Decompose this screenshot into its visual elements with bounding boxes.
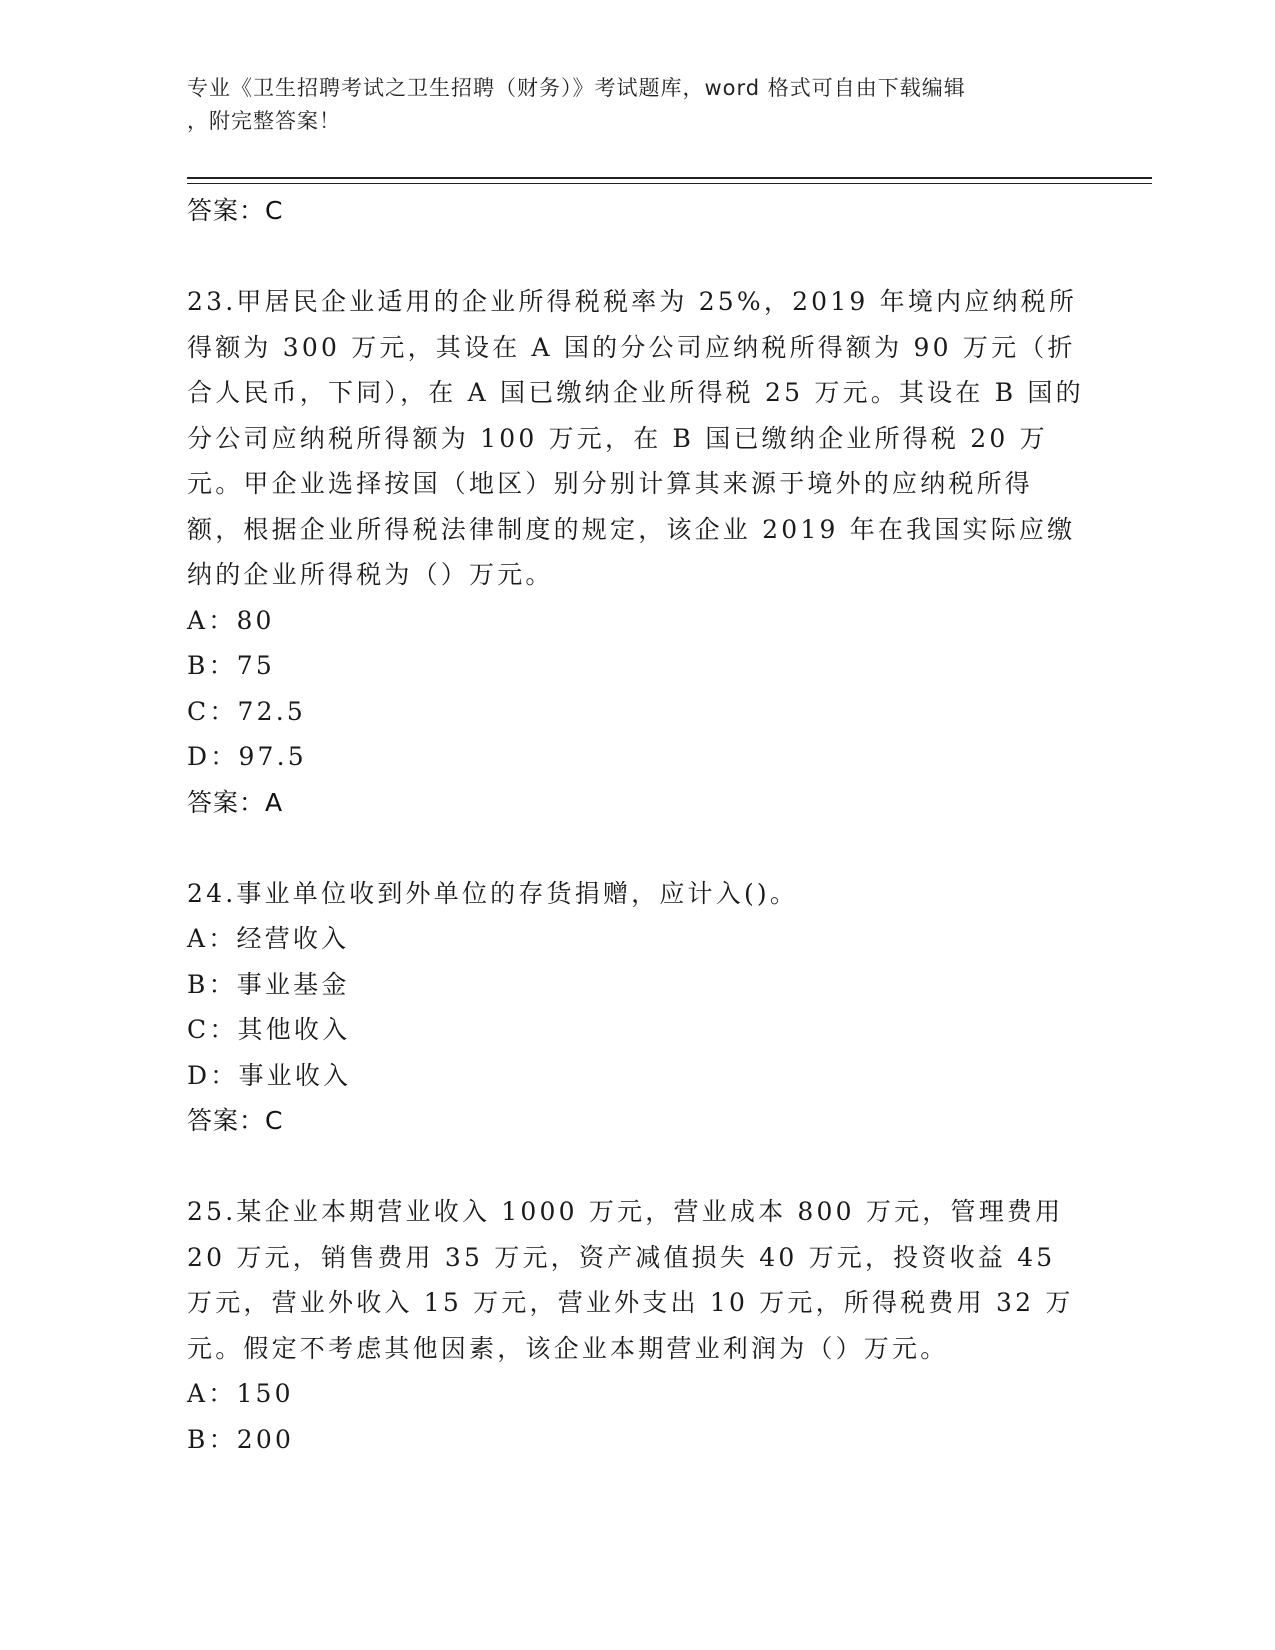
question-24-option-c: C：其他收入 [187, 1015, 351, 1044]
header-line-1: 专业《卫生招聘考试之卫生招聘（财务）》考试题库，word 格式可自由下载编辑 [187, 76, 966, 100]
question-25-option-a: A：150 [187, 1379, 294, 1408]
question-24-option-b: B：事业基金 [187, 969, 350, 999]
document-header [187, 72, 1087, 138]
header-line-2: ，附完整答案！ [187, 109, 341, 133]
header-divider-thin [187, 183, 1152, 184]
question-23-option-c: C：72.5 [187, 696, 306, 726]
question-24 [187, 871, 1087, 1144]
question-24-option-d: D：事业收入 [187, 1060, 352, 1090]
question-24-text: 24.事业单位收到外单位的存货捐赠，应计入()。 [187, 878, 799, 908]
question-23-option-a: A：80 [187, 605, 275, 635]
question-25 [187, 1189, 1087, 1462]
question-23-option-d: D：97.5 [187, 742, 307, 771]
question-23-option-b: B：75 [187, 651, 275, 680]
question-25-option-b: B：200 [187, 1424, 295, 1454]
header-divider-thick [187, 177, 1152, 179]
question-25-text: 25.某企业本期营业收入 1000 万元，营业成本 800 万元，管理费用 20 万元，销售费用 35 万元，资产减值损失 40 万元，投资收益 45 万元，营业外收入 15 万元，营业外支出 10 万元，所得税费用 32 万元。假定不考虑其他因素，该企业本期营业利润为（）万元。 [187, 1197, 1074, 1363]
question-24-answer: 答案：C [187, 1106, 284, 1135]
question-23-answer: 答案：A [187, 787, 284, 817]
answer-q22: 答案：C [187, 196, 284, 225]
question-23 [187, 279, 1087, 825]
question-24-option-a: A：经营收入 [187, 924, 350, 953]
document-body [187, 188, 1087, 1462]
question-23-text: 23.甲居民企业适用的企业所得税税率为 25%，2019 年境内应纳税所得额为 300 万元，其设在 A 国的分公司应纳税所得额为 90 万元（折合人民币，下同），在 A 国已缴纳企业所得税 25 万元。其设在 B 国的分公司应纳税所得额为 100 万元，在 B 国已缴纳企业所得税 20 万元。甲企业选择按国（地区）别分别计算其来源于境外的应纳税所得额，根据企业所得税法律制度的规定，该企业 2019 年在我国实际应缴纳的企业所得税为（）万元。 [187, 287, 1084, 589]
